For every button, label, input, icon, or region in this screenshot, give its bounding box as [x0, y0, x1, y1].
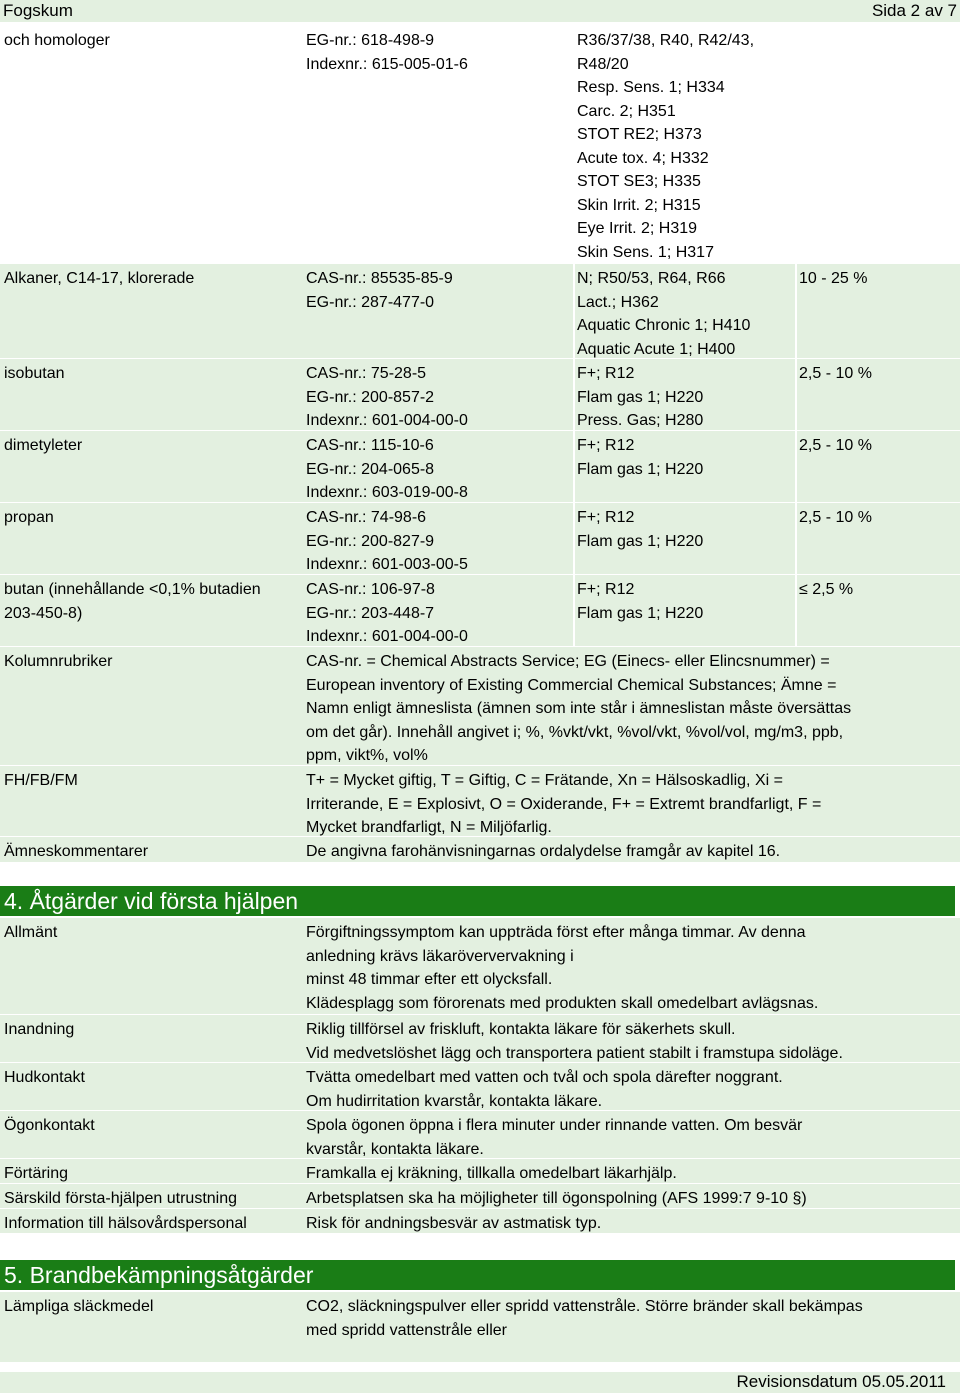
substance-classification	[577, 578, 795, 625]
first-aid-text	[306, 1066, 906, 1113]
first-aid-label: Ögonkontakt	[4, 1117, 95, 1134]
first-aid-row	[0, 1063, 960, 1110]
note-text-line: European inventory of Existing Commercial Chemical Substances; Ämne =	[306, 676, 837, 694]
substance-classification-line: F+; R12	[577, 581, 635, 598]
substance-name-line: 203-450-8)	[4, 604, 83, 622]
section-5-heading	[0, 1260, 955, 1290]
substance-ids-line: Indexnr.: 601-004-00-0	[306, 628, 468, 645]
page-footer	[0, 1372, 960, 1393]
page-header	[0, 0, 960, 22]
substance-ids-line: CAS-nr.: 115-10-6	[306, 437, 434, 454]
substance-classification-line: Aquatic Chronic 1; H410	[577, 317, 751, 334]
substance-classification-line: Skin Sens. 1; H317	[577, 243, 714, 261]
section-4-heading	[0, 886, 955, 916]
substance-ids-line: EG-nr.: 200-827-9	[306, 532, 435, 550]
note-label-line: Ämneskommentarer	[4, 843, 149, 860]
first-aid-text-line: Riklig tillförsel av friskluft, kontakta läkare för säkerhets skull.	[306, 1021, 736, 1038]
first-aid-label: Allmänt	[4, 924, 58, 941]
substance-ids-line: CAS-nr.: 106-97-8	[306, 581, 435, 598]
note-label	[4, 650, 300, 674]
substance-row	[0, 26, 960, 264]
substance-classification-line: Flam gas 1; H220	[577, 388, 704, 406]
first-aid-text-line: Spola ögonen öppna i flera minuter under rinnande vatten. Om besvär	[306, 1117, 803, 1134]
note-text-line: Namn enligt ämneslista (ämnen som inte står i ämneslistan måste översättas	[306, 700, 852, 717]
substance-classification-line: Resp. Sens. 1; H334	[577, 79, 725, 96]
substance-classification-line: Flam gas 1; H220	[577, 460, 704, 478]
substance-classification-line: Carc. 2; H351	[577, 102, 676, 120]
substance-classification	[577, 29, 795, 264]
note-row	[0, 766, 960, 836]
first-aid-label: Information till hälsovårdspersonal	[4, 1215, 247, 1232]
first-aid-text-line: Arbetsplatsen ska ha möjligheter till ögonspolning (AFS 1999:7 9-10 §)	[306, 1190, 807, 1207]
substance-classification-line: F+; R12	[577, 437, 635, 454]
substance-ids	[306, 434, 571, 505]
first-aid-text	[306, 1187, 906, 1211]
substance-concentration: 2,5 - 10 %	[799, 365, 872, 382]
substance-classification-line: Flam gas 1; H220	[577, 604, 704, 622]
substance-ids-line: Indexnr.: 603-019-00-8	[306, 484, 468, 501]
note-row	[0, 837, 960, 862]
substance-classification-line: Eye Irrit. 2; H319	[577, 220, 698, 237]
substance-classification-line: Acute tox. 4; H332	[577, 149, 709, 167]
substance-row	[0, 359, 960, 430]
first-aid-text	[306, 1162, 906, 1186]
page-number: Sida 2 av 7	[871, 1, 957, 20]
note-text-line: ppm, vikt%, vol%	[306, 747, 428, 764]
substance-classification-line: Skin Irrit. 2; H315	[577, 196, 701, 214]
substance-name-line: dimetyleter	[4, 437, 83, 454]
note-text-line: De angivna farohänvisningarnas ordalydelse framgår av kapitel 16.	[306, 843, 781, 860]
first-aid-text-line: Risk för andningsbesvär av astmatisk typ.	[306, 1215, 602, 1232]
substance-classification	[577, 362, 795, 433]
first-aid-text-line: Förgiftningssymptom kan uppträda först efter många timmar. Av denna	[306, 924, 806, 941]
note-text	[306, 769, 906, 840]
note-text-line: CAS-nr. = Chemical Abstracts Service; EG (Einecs- eller Elincsnummer) =	[306, 653, 830, 670]
substance-classification	[577, 434, 795, 481]
substance-ids-line: Indexnr.: 601-004-00-0	[306, 412, 468, 429]
substance-name	[4, 434, 300, 458]
note-label	[4, 769, 300, 793]
firefighting-text-line: med spridd vattenstråle eller	[306, 1321, 507, 1339]
first-aid-label: Inandning	[4, 1021, 75, 1038]
note-label	[4, 840, 300, 864]
note-text-line: om det går). Innehåll angivet i; %, %vkt/vkt, %vol/vkt, %vol/vol, mg/m3, ppb,	[306, 723, 844, 741]
document-title: Fogskum	[3, 1, 73, 20]
firefighting-row	[0, 1292, 960, 1362]
firefighting-text-line: CO2, släckningspulver eller spridd vattenstråle. Större bränder skall bekämpas	[306, 1298, 863, 1315]
substance-ids	[306, 267, 571, 314]
substance-row	[0, 264, 960, 358]
note-row	[0, 647, 960, 765]
section-4-title: 4. Åtgärder vid första hjälpen	[4, 888, 299, 914]
note-label-line: FH/FB/FM	[4, 772, 78, 789]
substance-name	[4, 267, 300, 291]
substance-concentration: ≤ 2,5 %	[799, 581, 854, 598]
firefighting-text	[306, 1295, 906, 1342]
first-aid-row	[0, 1184, 960, 1208]
first-aid-text	[306, 1018, 906, 1065]
substance-name-line: propan	[4, 509, 54, 526]
substance-ids	[306, 578, 571, 649]
note-text-line: Mycket brandfarligt, N = Miljöfarlig.	[306, 819, 552, 836]
substance-ids	[306, 29, 571, 76]
first-aid-label: Särskild första-hjälpen utrustning	[4, 1190, 238, 1207]
note-label-line: Kolumnrubriker	[4, 653, 113, 670]
first-aid-row	[0, 1111, 960, 1158]
first-aid-row	[0, 1209, 960, 1233]
substance-row	[0, 431, 960, 502]
substance-classification-line: N; R50/53, R64, R66	[577, 270, 726, 287]
revision-date: Revisionsdatum 05.05.2011	[736, 1372, 946, 1391]
substance-concentration: 2,5 - 10 %	[799, 437, 872, 454]
first-aid-text-line: kvarstår, kontakta läkare.	[306, 1140, 484, 1158]
substance-classification-line: F+; R12	[577, 509, 635, 526]
first-aid-label: Förtäring	[4, 1165, 69, 1182]
substance-ids-line: CAS-nr.: 85535-85-9	[306, 270, 453, 287]
note-text	[306, 840, 906, 864]
first-aid-text-line: minst 48 timmar efter ett olycksfall.	[306, 971, 553, 988]
substance-classification-line: F+; R12	[577, 365, 635, 382]
substance-ids	[306, 362, 571, 433]
substance-ids-line: EG-nr.: 204-065-8	[306, 460, 435, 478]
first-aid-text-line: Framkalla ej kräkning, tillkalla omedelbart läkarhjälp.	[306, 1165, 677, 1182]
substance-row	[0, 575, 960, 646]
substance-classification-line: Flam gas 1; H220	[577, 532, 704, 550]
first-aid-text	[306, 1212, 906, 1236]
first-aid-text-line: Om hudirritation kvarstår, kontakta läkare.	[306, 1092, 603, 1110]
first-aid-text-line: Tvätta omedelbart med vatten och tvål och spola därefter noggrant.	[306, 1069, 783, 1086]
substance-classification-line: STOT RE2; H373	[577, 126, 702, 143]
substance-concentration: 2,5 - 10 %	[799, 509, 872, 526]
substance-classification-line: R48/20	[577, 55, 629, 73]
substance-ids-line: CAS-nr.: 75-28-5	[306, 365, 427, 382]
substance-ids-line: CAS-nr.: 74-98-6	[306, 509, 427, 526]
substance-classification-line: Press. Gas; H280	[577, 412, 704, 429]
substance-name	[4, 29, 300, 53]
first-aid-text	[306, 1114, 906, 1161]
first-aid-text-line: anledning krävs läkaröververvakning i	[306, 947, 574, 965]
substance-name-line: butan (innehållande <0,1% butadien	[4, 581, 261, 598]
substance-name	[4, 362, 300, 386]
first-aid-row	[0, 1159, 960, 1183]
first-aid-row	[0, 1015, 960, 1062]
substance-ids-line: Indexnr.: 601-003-00-5	[306, 556, 468, 573]
note-text	[306, 650, 906, 768]
first-aid-label: Hudkontakt	[4, 1069, 85, 1086]
substance-name-line: och homologer	[4, 32, 110, 49]
first-aid-text-line: Vid medvetslöshet lägg och transportera patient stabilt i framstupa sidoläge.	[306, 1044, 843, 1062]
substance-name-line: isobutan	[4, 365, 65, 382]
substance-ids-line: Indexnr.: 615-005-01-6	[306, 55, 468, 73]
note-text-line: T+ = Mycket giftig, T = Giftig, C = Frätande, Xn = Hälsoskadlig, Xi =	[306, 772, 783, 789]
substance-classification-line: R36/37/38, R40, R42/43,	[577, 32, 755, 49]
note-text-line: Irriterande, E = Explosivt, O = Oxiderande, F+ = Extremt brandfarligt, F =	[306, 795, 822, 813]
first-aid-text	[306, 921, 906, 1015]
substance-ids-line: EG-nr.: 287-477-0	[306, 293, 435, 311]
substance-ids-line: EG-nr.: 203-448-7	[306, 604, 435, 622]
substance-classification	[577, 506, 795, 553]
substance-name	[4, 506, 300, 530]
substance-ids	[306, 506, 571, 577]
substance-classification	[577, 267, 795, 361]
substance-ids-line: EG-nr.: 618-498-9	[306, 32, 435, 49]
first-aid-row	[0, 918, 960, 1014]
substance-name	[4, 578, 300, 625]
substance-ids-line: EG-nr.: 200-857-2	[306, 388, 435, 406]
substance-classification-line: Lact.; H362	[577, 293, 659, 311]
first-aid-text-line: Klädesplagg som förorenats med produkten skall omedelbart avlägsnas.	[306, 994, 819, 1012]
substance-classification-line: Aquatic Acute 1; H400	[577, 340, 736, 358]
substance-concentration: 10 - 25 %	[799, 270, 868, 287]
substance-classification-line: STOT SE3; H335	[577, 173, 701, 190]
substance-row	[0, 503, 960, 574]
substance-name-line: Alkaner, C14-17, klorerade	[4, 270, 195, 287]
section-5-title: 5. Brandbekämpningsåtgärder	[4, 1262, 314, 1288]
firefighting-label: Lämpliga släckmedel	[4, 1298, 154, 1315]
